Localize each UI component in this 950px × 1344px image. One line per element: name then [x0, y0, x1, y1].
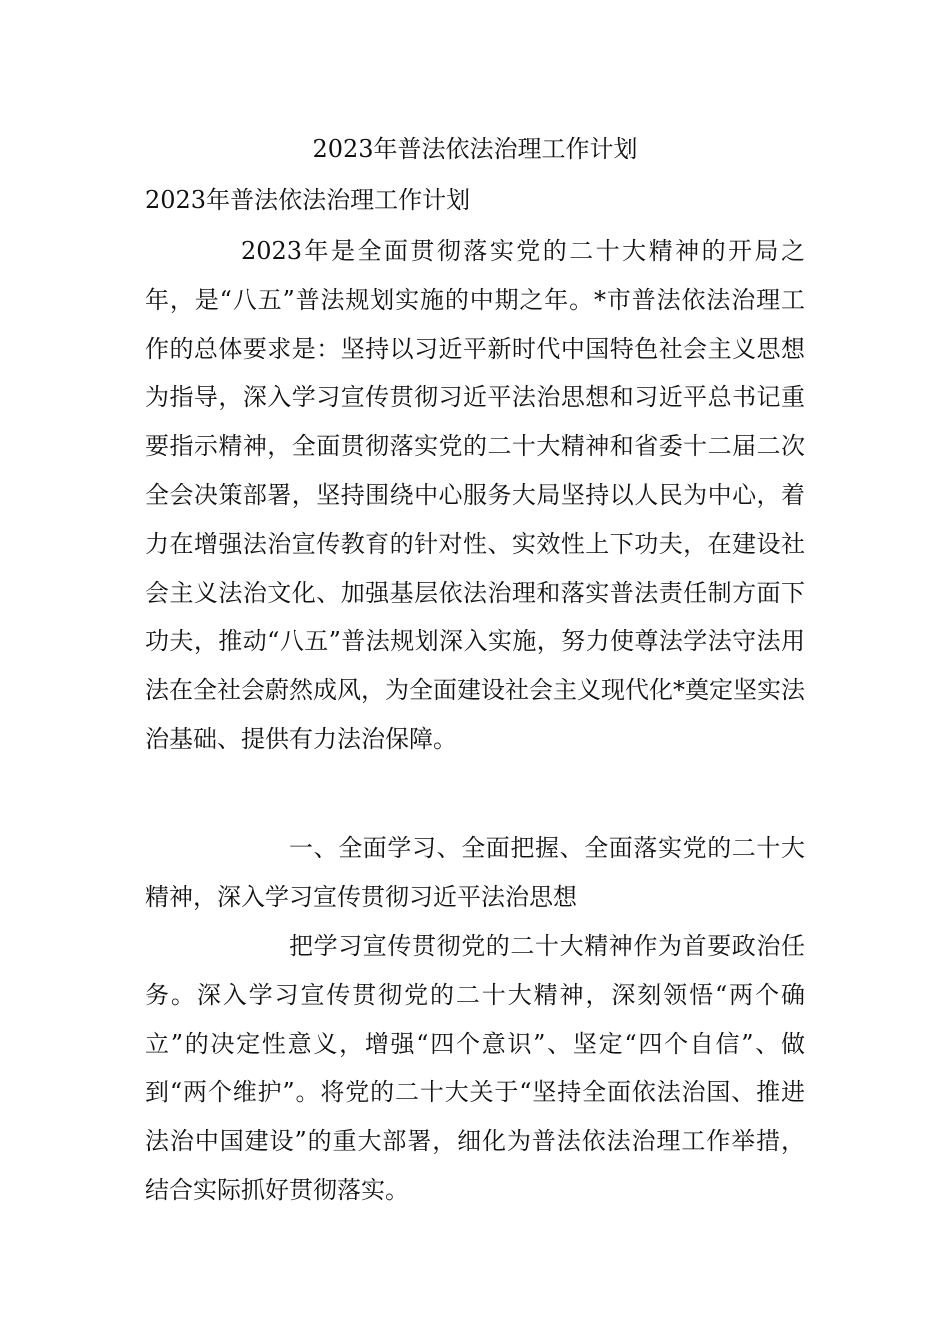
paragraph-section-1: 把学习宣传贯彻党的二十大精神作为首要政治任务。深入学习宣传贯彻党的二十大精神，深刻领悟“两个确立”的决定性意义，增强“四个意识”、坚定“四个自信”、做到“两个维护”。将党的二十大关于“坚持全面依法治国、推进法治中国建设”的重大部署，细化为普法依法治理工作举措，结合实际抓好贯彻落实。	[145, 932, 805, 1204]
document-title-text: 2023年普法依法治理工作计划	[312, 135, 638, 163]
section-heading-1: 一、全面学习、全面把握、全面落实党的二十大精神，深入学习宣传贯彻习近平法治思想	[145, 834, 805, 911]
paragraph-intro: 2023年是全面贯彻落实党的二十大精神的开局之年，是“八五”普法规划实施的中期之年。*市普法依法治理工作的总体要求是：坚持以习近平新时代中国特色社会主义思想为指导，深入学习宣传贯彻习近平法治思想和习近平总书记重要指示精神，全面贯彻落实党的二十大精神和省委十二届二次全会决策部署，坚持围绕中心服务大局坚持以人民为中心，着力在增强法治宣传教育的针对性、实效性上下功夫，在建设社会主义法治文化、加强基层依法治理和落实普法责任制方面下功夫，推动“八五”普法规划深入实施，努力使尊法学法守法用法在全社会蔚然成风，为全面建设社会主义现代化*奠定坚实法治基础、提供有力法治保障。	[145, 237, 805, 753]
document-subtitle: 2023年普法依法治理工作计划	[145, 186, 471, 214]
document-title	[0, 133, 950, 165]
